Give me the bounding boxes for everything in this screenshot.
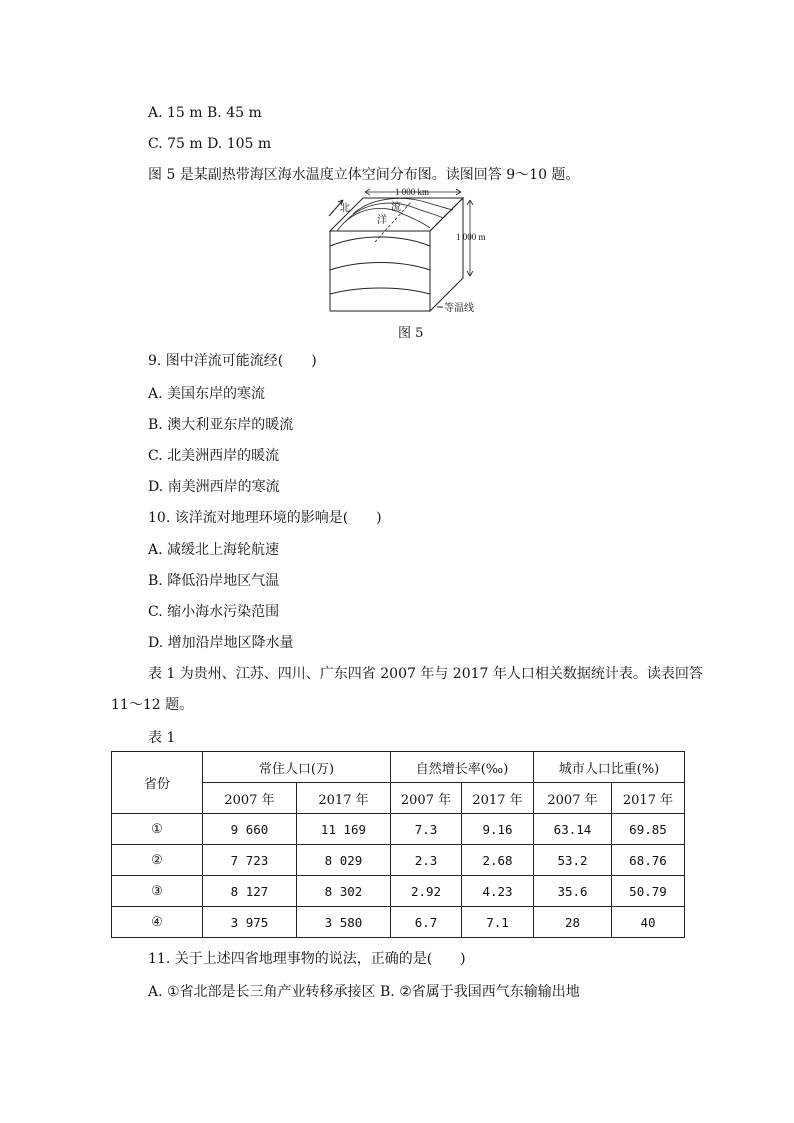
table-cell: 7.3 xyxy=(391,814,462,845)
fig-label-current-2: 洋 xyxy=(377,215,387,226)
figure-caption: 图 5 xyxy=(398,326,424,341)
header-year: 2017 年 xyxy=(462,783,534,814)
table-cell: 40 xyxy=(612,907,685,938)
header-urban-population-share: 城市人口比重(%) xyxy=(534,752,685,783)
table-cell: 69.85 xyxy=(612,814,685,845)
province-marker: ② xyxy=(112,845,203,876)
fig-label-north: 北 xyxy=(340,203,350,214)
fig-label-isotherm: 等温线 xyxy=(444,303,474,314)
table-cell: 8 127 xyxy=(203,876,297,907)
header-year: 2017 年 xyxy=(297,783,391,814)
table-cell: 9 660 xyxy=(203,814,297,845)
q9-option-c: C. 北美洲西岸的暖流 xyxy=(148,448,280,464)
fig-label-depth: 1 000 m xyxy=(456,232,486,242)
table-row xyxy=(112,907,685,938)
table-cell: 8 302 xyxy=(297,876,391,907)
q9-option-d: D. 南美洲西岸的寒流 xyxy=(148,479,280,495)
province-marker: ④ xyxy=(112,907,203,938)
province-marker: ① xyxy=(112,814,203,845)
table-cell: 53.2 xyxy=(534,845,612,876)
table-cell: 2.92 xyxy=(391,876,462,907)
table-cell: 63.14 xyxy=(534,814,612,845)
header-year: 2007 年 xyxy=(391,783,462,814)
table-cell: 3 580 xyxy=(297,907,391,938)
q8-options-ab: A. 15 m B. 45 m xyxy=(148,105,262,121)
q10-option-c: C. 缩小海水污染范围 xyxy=(148,604,280,620)
q10-option-b: B. 降低沿岸地区气温 xyxy=(148,573,280,589)
table-cell: 35.6 xyxy=(534,876,612,907)
q11-options-ab: A. ①省北部是长三角产业转移承接区 B. ②省属于我国西气东输输出地 xyxy=(148,984,580,1000)
table-cell: 7.1 xyxy=(462,907,534,938)
table-intro-line-2: 11～12 题。 xyxy=(111,697,194,713)
table-cell: 2.3 xyxy=(391,845,462,876)
table-intro-line-1: 表 1 为贵州、江苏、四川、广东四省 2007 年与 2017 年人口相关数据统计表。读表回答 xyxy=(148,666,703,682)
q9-stem: 9. 图中洋流可能流经( ) xyxy=(148,353,317,369)
q10-stem: 10. 该洋流对地理环境的影响是( ) xyxy=(148,510,382,526)
header-year: 2007 年 xyxy=(534,783,612,814)
q10-option-a: A. 减缓北上海轮航速 xyxy=(148,542,280,558)
q10-option-d: D. 增加沿岸地区降水量 xyxy=(148,635,294,651)
table-cell: 8 029 xyxy=(297,845,391,876)
table-cell: 4.23 xyxy=(462,876,534,907)
fig-label-current-1: 流 xyxy=(391,202,401,213)
block-diagram-svg xyxy=(325,186,495,314)
table-cell: 68.76 xyxy=(612,845,685,876)
q9-option-a: A. 美国东岸的寒流 xyxy=(148,386,266,402)
table-cell: 6.7 xyxy=(391,907,462,938)
table-cell: 50.79 xyxy=(612,876,685,907)
fig-label-width: 1 000 km xyxy=(395,187,430,197)
table-cell: 28 xyxy=(534,907,612,938)
header-natural-growth-rate: 自然增长率(‰) xyxy=(391,752,534,783)
table-row xyxy=(112,845,685,876)
table-cell: 7 723 xyxy=(203,845,297,876)
ocean-temperature-block-diagram xyxy=(325,186,495,314)
table-row xyxy=(112,814,685,845)
province-marker: ③ xyxy=(112,876,203,907)
q9-option-b: B. 澳大利亚东岸的暖流 xyxy=(148,417,294,433)
population-data-table xyxy=(111,751,685,938)
header-year: 2017 年 xyxy=(612,783,685,814)
table-header-row-1 xyxy=(112,752,685,783)
table-cell: 2.68 xyxy=(462,845,534,876)
header-year: 2007 年 xyxy=(203,783,297,814)
header-province: 省份 xyxy=(112,752,203,814)
header-resident-population: 常住人口(万) xyxy=(203,752,391,783)
table-cell: 9.16 xyxy=(462,814,534,845)
q11-stem: 11. 关于上述四省地理事物的说法，正确的是( ) xyxy=(148,951,466,967)
table-cell: 3 975 xyxy=(203,907,297,938)
figure-intro-text: 图 5 是某副热带海区海水温度立体空间分布图。读图回答 9～10 题。 xyxy=(148,167,580,183)
q8-options-cd: C. 75 m D. 105 m xyxy=(148,136,272,152)
table-title: 表 1 xyxy=(148,730,176,746)
table-cell: 11 169 xyxy=(297,814,391,845)
table-row xyxy=(112,876,685,907)
